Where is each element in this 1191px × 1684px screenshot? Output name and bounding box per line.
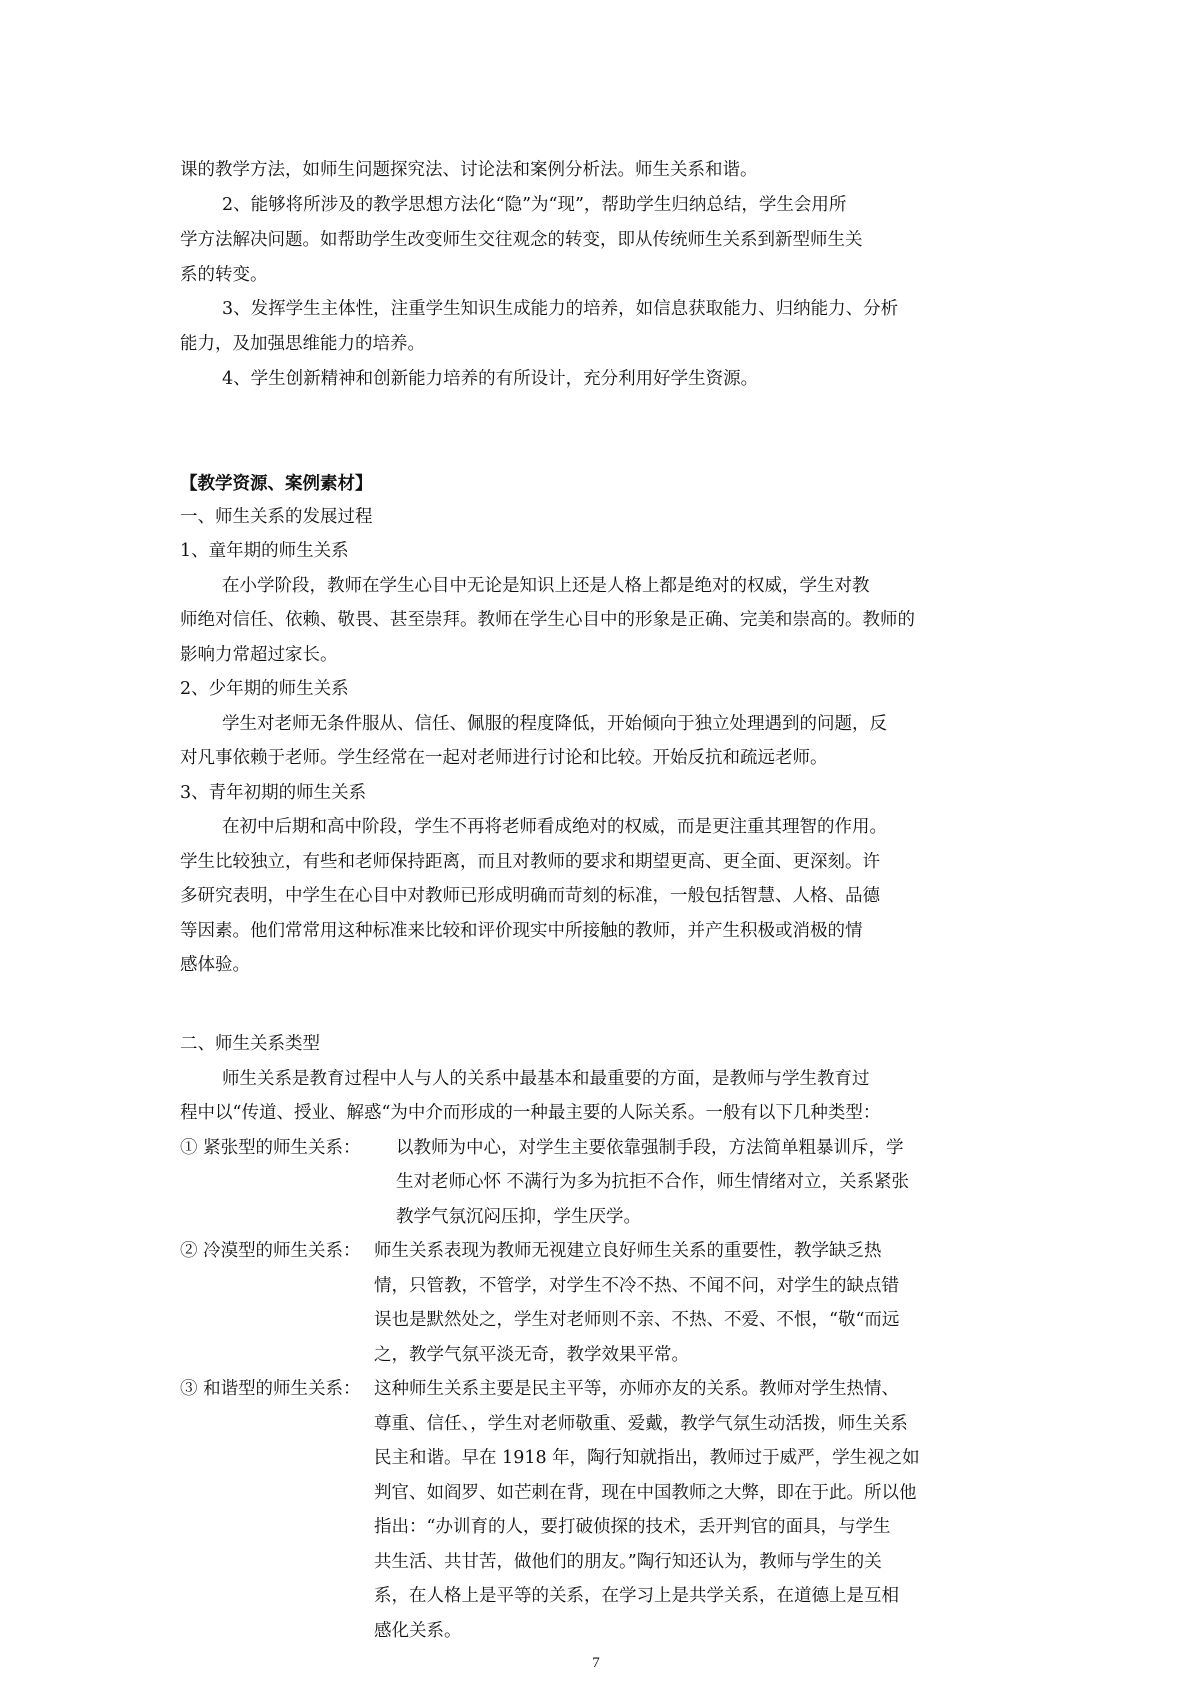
type-1-line: 教学气氛沉闷压抑，学生厌学。 (396, 1207, 641, 1227)
intro-item-2-line: 系的转变。 (180, 265, 268, 285)
resources-heading: 【教学资源、案例素材】 (180, 474, 373, 494)
type-3-line: 系，在人格上是平等的关系，在学习上是共学关系，在道德上是互相 (374, 1586, 899, 1606)
sub-3-line: 感体验。 (180, 955, 250, 975)
intro-line: 课的教学方法，如师生问题探究法、讨论法和案例分析法。师生关系和谐。 (180, 160, 758, 180)
type-3-label: ③ 和谐型的师生关系： (180, 1379, 361, 1399)
type-2-line: 之，教学气氛平淡无奇，教学效果平常。 (374, 1345, 689, 1365)
type-3-line: 共生活、共甘苦，做他们的朋友。”陶行知还认为，教师与学生的关 (374, 1552, 882, 1572)
intro-item-2-line: 2、能够将所涉及的教学思想方法化“隐”为“现”，帮助学生归纳总结，学生会用所 (222, 195, 847, 215)
sub-2-line: 学生对老师无条件服从、信任、佩服的程度降低，开始倾向于独立处理遇到的问题，反 (222, 714, 887, 734)
type-3-line: 感化关系。 (374, 1621, 462, 1641)
sub-2-line: 对凡事依赖于老师。学生经常在一起对老师进行讨论和比较。开始反抗和疏远老师。 (180, 748, 828, 768)
type-2-line: 师生关系表现为教师无视建立良好师生关系的重要性，教学缺乏热 (374, 1241, 882, 1261)
sub-1-line: 师绝对信任、依赖、敬畏、甚至崇拜。教师在学生心目中的形象是正确、完美和崇高的。教师的 (180, 610, 915, 630)
sub-3-line: 学生比较独立，有些和老师保持距离，而且对教师的要求和期望更高、更全面、更深刻。许 (180, 852, 880, 872)
sub-1-line: 在小学阶段，教师在学生心目中无论是知识上还是人格上都是绝对的权威，学生对教 (222, 576, 870, 596)
page-number: 7 (592, 1655, 600, 1671)
type-2-label: ② 冷漠型的师生关系： (180, 1241, 361, 1261)
section-2-line: 程中以“传道、授业、解惑“为中介而形成的一种最主要的人际关系。一般有以下几种类型： (180, 1103, 881, 1123)
sub-2-title: 2、少年期的师生关系 (180, 679, 349, 699)
intro-item-2-line: 学方法解决问题。如帮助学生改变师生交往观念的转变，即从传统师生关系到新型师生关 (180, 230, 863, 250)
sub-1-title: 1、童年期的师生关系 (180, 541, 349, 561)
section-2-line: 师生关系是教育过程中人与人的关系中最基本和最重要的方面，是教师与学生教育过 (222, 1069, 870, 1089)
sub-1-line: 影响力常超过家长。 (180, 645, 338, 665)
type-3-line: 指出：“办训育的人，要打破侦探的技术，丢开判官的面具，与学生 (374, 1517, 891, 1537)
type-2-line: 误也是默然处之，学生对老师则不亲、不热、不爱、不恨，“敬“而远 (374, 1310, 900, 1330)
intro-item-3-line: 3、发挥学生主体性，注重学生知识生成能力的培养，如信息获取能力、归纳能力、分析 (222, 299, 899, 319)
type-3-line: 尊重、信任、，学生对老师敬重、爱戴，教学气氛生动活拨，师生关系 (374, 1414, 908, 1434)
sub-3-line: 在初中后期和高中阶段，学生不再将老师看成绝对的权威，而是更注重其理智的作用。 (222, 817, 887, 837)
section-2-title: 二、师生关系类型 (180, 1034, 320, 1054)
sub-3-line: 等因素。他们常常用这种标准来比较和评价现实中所接触的教师，并产生积极或消极的情 (180, 921, 863, 941)
type-2-line: 情，只管教，不管学，对学生不冷不热、不闻不问，对学生的缺点错 (374, 1276, 899, 1296)
sub-3-title: 3、青年初期的师生关系 (180, 783, 367, 803)
sub-3-line: 多研究表明，中学生在心目中对教师已形成明确而苛刻的标准，一般包括智慧、人格、品德 (180, 886, 880, 906)
type-1-line: 生对老师心怀 不满行为多为抗拒不合作，师生情绪对立，关系紧张 (396, 1172, 910, 1192)
type-3-line: 这种师生关系主要是民主平等，亦师亦友的关系。教师对学生热情、 (374, 1379, 899, 1399)
type-1-label: ① 紧张型的师生关系： (180, 1138, 361, 1158)
intro-item-3-line: 能力，及加强思维能力的培养。 (180, 334, 425, 354)
type-1-line: 以教师为中心，对学生主要依靠强制手段，方法简单粗暴训斥，学 (396, 1138, 904, 1158)
type-3-line: 判官、如阎罗、如芒刺在背，现在中国教师之大弊，即在于此。所以他 (374, 1483, 917, 1503)
intro-item-4-line: 4、学生创新精神和创新能力培养的有所设计，充分利用好学生资源。 (222, 369, 759, 389)
section-1-title: 一、师生关系的发展过程 (180, 507, 373, 527)
type-3-line: 民主和谐。早在 1918 年，陶行知就指出，教师过于威严，学生视之如 (374, 1448, 920, 1468)
